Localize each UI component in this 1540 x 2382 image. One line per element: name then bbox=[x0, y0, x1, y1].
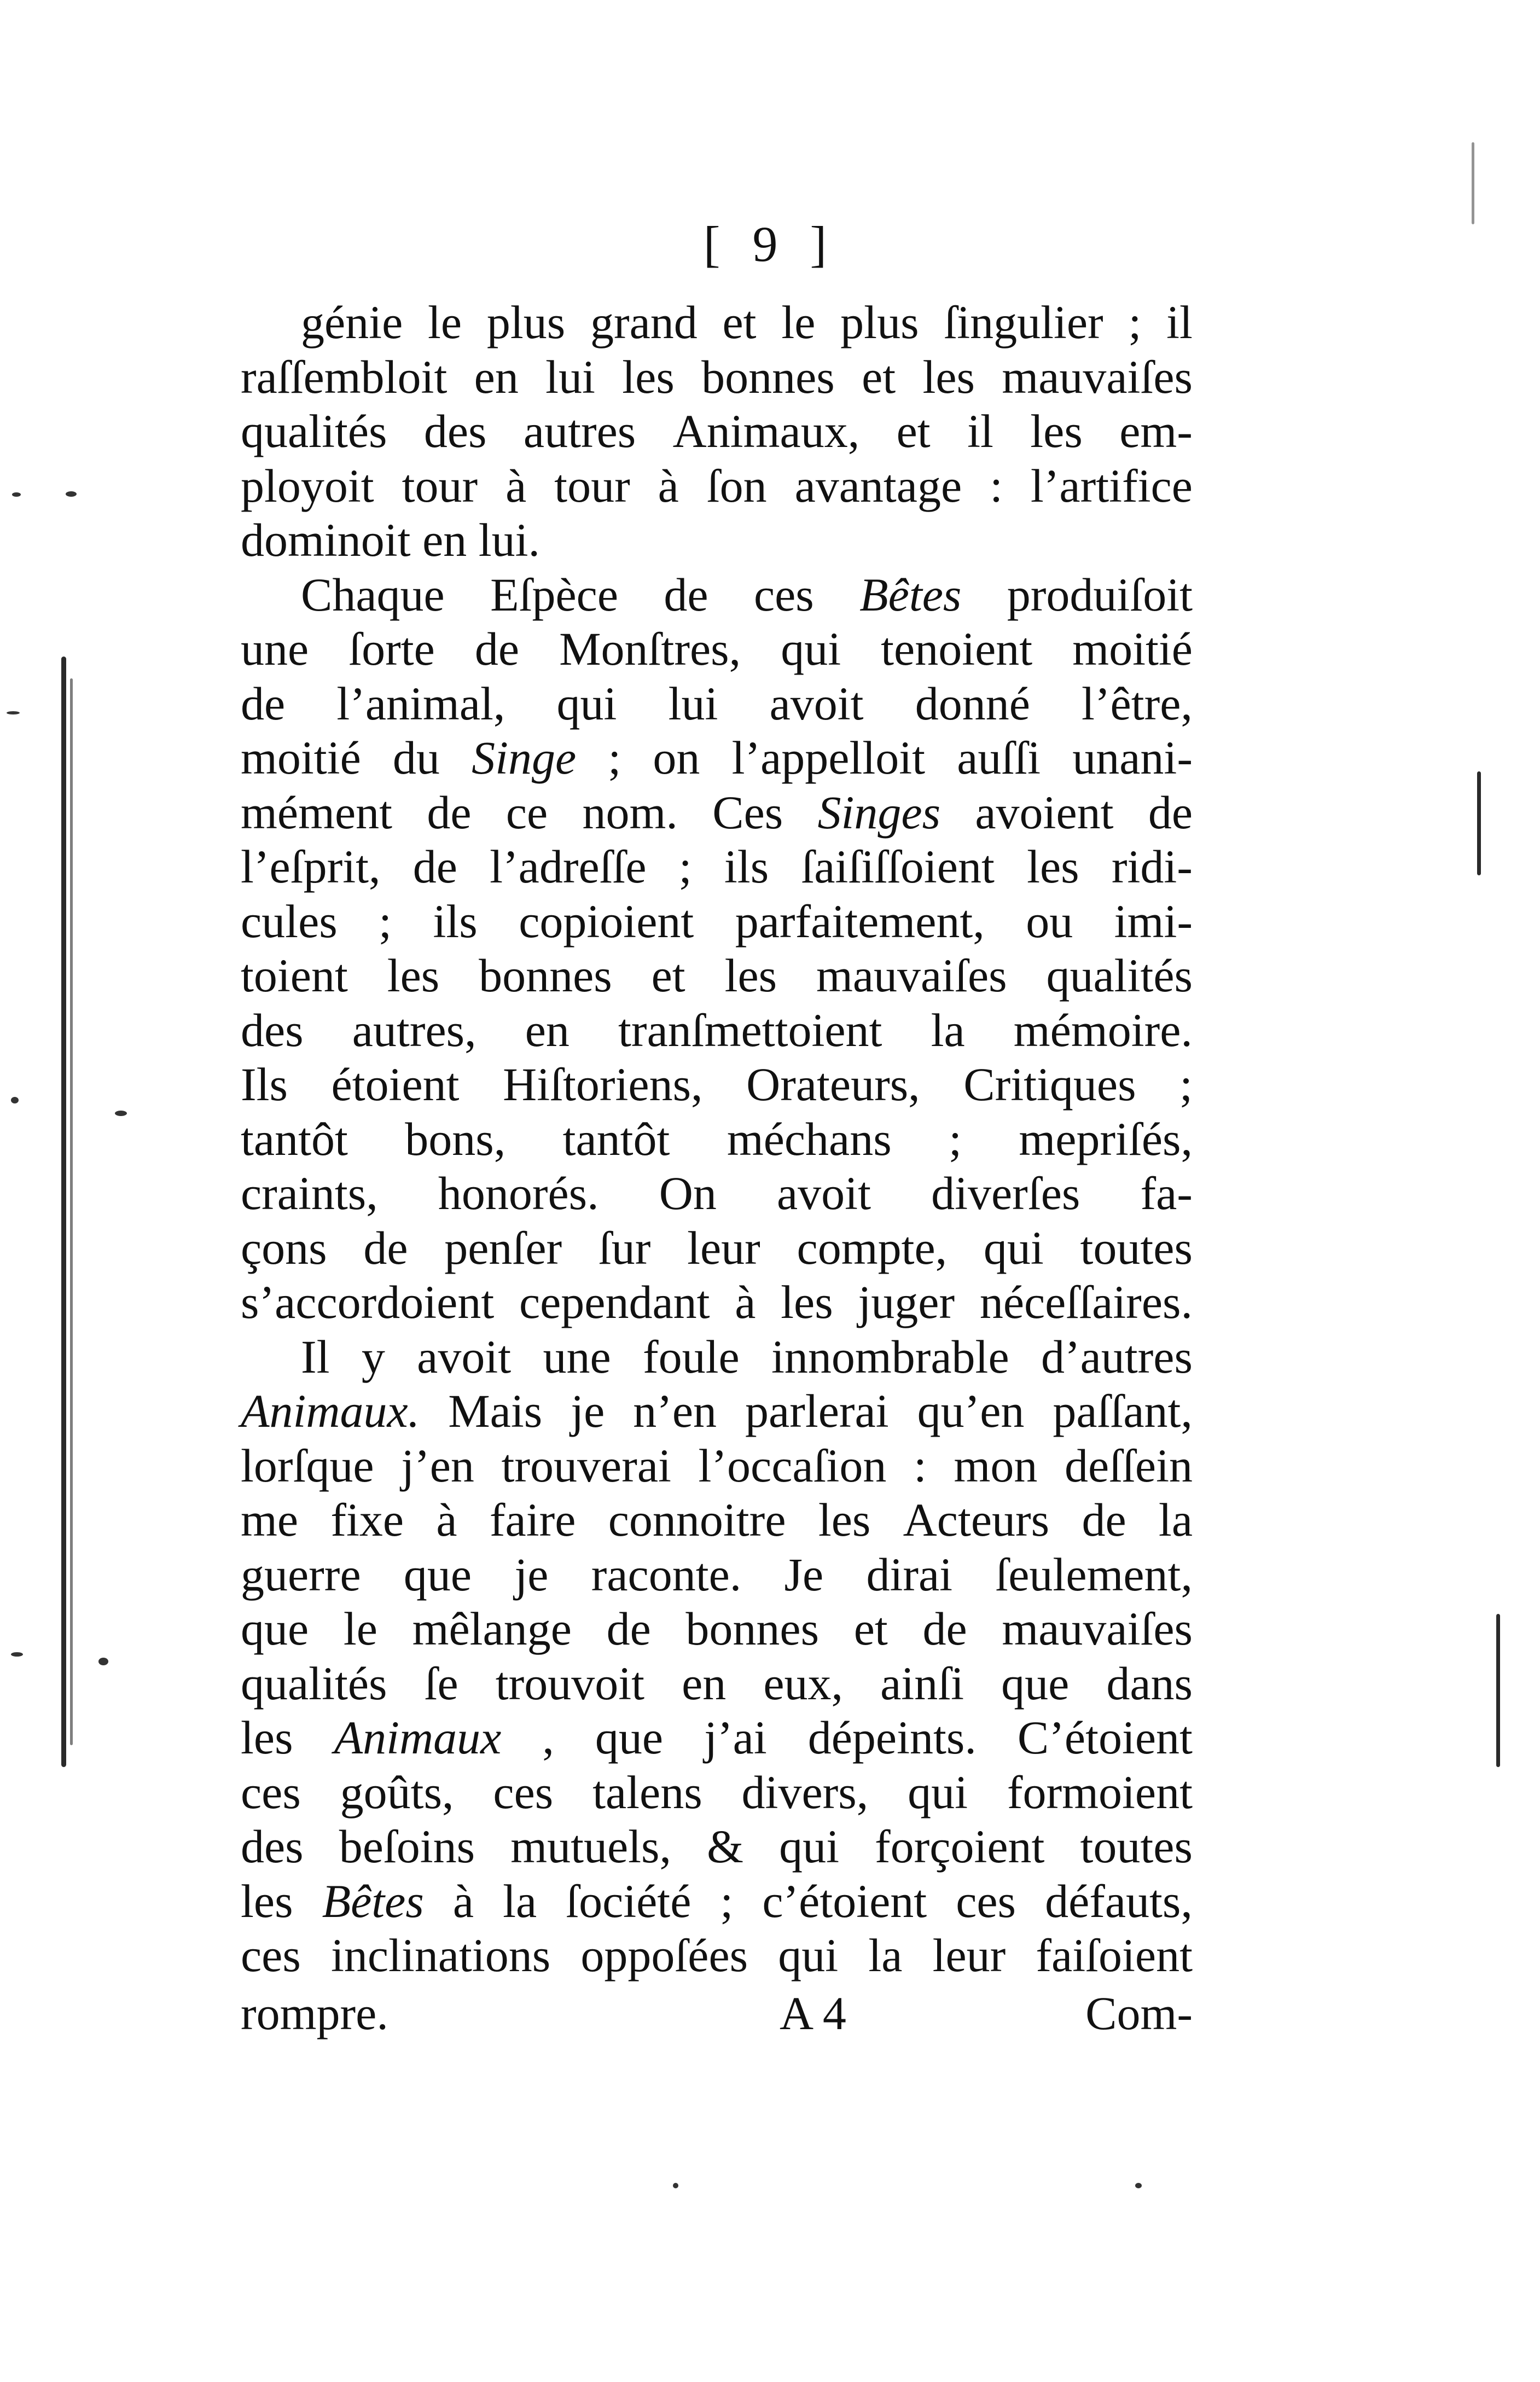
word: Il bbox=[301, 1330, 330, 1383]
word: connoitre bbox=[608, 1494, 786, 1546]
word: de bbox=[1082, 1494, 1126, 1546]
word: le bbox=[781, 296, 816, 348]
text-line bbox=[241, 731, 1193, 786]
word: innombrable bbox=[771, 1330, 1009, 1383]
word: en bbox=[525, 1003, 569, 1056]
word: donné bbox=[915, 677, 1030, 730]
italic-word: Bêtes bbox=[322, 1874, 424, 1927]
text-line bbox=[241, 1765, 1193, 1820]
word: tour bbox=[554, 459, 630, 512]
word: & bbox=[707, 1820, 743, 1873]
word: ces bbox=[956, 1874, 1016, 1927]
left-margin-rule bbox=[61, 656, 66, 1767]
word: mément bbox=[241, 786, 393, 839]
word: mauvaiſes bbox=[1002, 350, 1193, 403]
word: qui bbox=[908, 1765, 968, 1819]
catchword: Com- bbox=[1085, 1987, 1193, 2040]
word: à bbox=[505, 459, 527, 512]
word: ; bbox=[949, 1112, 962, 1165]
word: qualités bbox=[241, 1657, 387, 1710]
word: talens bbox=[592, 1765, 702, 1819]
word: mémoire. bbox=[1013, 1003, 1193, 1056]
italic-word: Animaux. bbox=[241, 1385, 420, 1437]
word: Ils bbox=[241, 1058, 288, 1111]
word: la bbox=[1158, 1494, 1193, 1546]
word: beſoins bbox=[339, 1820, 475, 1873]
word: ſeulement, bbox=[995, 1548, 1193, 1601]
word: ; bbox=[720, 1874, 734, 1927]
word: imi- bbox=[1114, 894, 1193, 948]
word: cules bbox=[241, 894, 338, 948]
word: et bbox=[651, 949, 685, 1002]
word: ces bbox=[241, 1929, 301, 1982]
word: toutes bbox=[1080, 1221, 1193, 1274]
word: leur bbox=[932, 1929, 1006, 1982]
word: mon bbox=[954, 1439, 1038, 1492]
word: C’étoient bbox=[1017, 1711, 1193, 1764]
word: qualités bbox=[1046, 949, 1193, 1002]
word: parfaitement, bbox=[735, 894, 985, 948]
word: Critiques bbox=[963, 1058, 1136, 1111]
word: les bbox=[387, 949, 440, 1002]
word: avoient bbox=[975, 786, 1114, 839]
word: que bbox=[595, 1711, 664, 1764]
word: forçoient bbox=[875, 1820, 1045, 1873]
word: auſſi bbox=[957, 731, 1041, 784]
word: dans bbox=[1106, 1657, 1193, 1710]
text-line bbox=[241, 404, 1193, 459]
word: une bbox=[241, 623, 309, 675]
page-number-header: [ 9 ] bbox=[703, 216, 837, 272]
margin-speck bbox=[11, 1652, 23, 1657]
word: tranſmettoient bbox=[618, 1003, 882, 1056]
word: mauvaiſes bbox=[816, 949, 1007, 1002]
word: trouverai bbox=[501, 1439, 671, 1492]
italic-word: Singe bbox=[472, 731, 577, 784]
word: bons, bbox=[405, 1112, 506, 1165]
text-line bbox=[241, 1820, 1193, 1874]
word: j’ai bbox=[704, 1711, 767, 1764]
word: de bbox=[474, 623, 520, 675]
word: la bbox=[868, 1929, 903, 1982]
word: ; bbox=[1179, 1058, 1193, 1111]
word: toutes bbox=[1080, 1820, 1193, 1873]
word: honorés. bbox=[438, 1167, 599, 1219]
text-line bbox=[241, 894, 1193, 949]
word: fa- bbox=[1140, 1167, 1193, 1219]
italic-word: Animaux bbox=[334, 1711, 502, 1764]
signature-mark: A 4 bbox=[780, 1987, 846, 2040]
word: parlerai bbox=[745, 1385, 889, 1437]
word: ſur bbox=[598, 1221, 651, 1274]
word: en bbox=[474, 350, 519, 403]
word: et bbox=[722, 296, 757, 348]
margin-speck bbox=[115, 1111, 127, 1116]
word: guerre bbox=[241, 1548, 361, 1601]
word: On bbox=[659, 1167, 717, 1219]
word: Hiſtoriens, bbox=[503, 1058, 703, 1111]
word: je bbox=[571, 1385, 605, 1437]
word: compte, bbox=[797, 1221, 948, 1274]
word: tour bbox=[402, 459, 478, 512]
word: eux, bbox=[763, 1657, 844, 1710]
word: nom. bbox=[582, 786, 678, 839]
word: avoit bbox=[777, 1167, 871, 1219]
word: ainſi bbox=[880, 1657, 964, 1710]
word: bonnes bbox=[479, 949, 612, 1002]
word: méchans bbox=[727, 1112, 892, 1165]
word: qui bbox=[779, 1820, 839, 1873]
word: et bbox=[896, 405, 931, 457]
word: copioient bbox=[519, 894, 694, 948]
word: et bbox=[862, 350, 896, 403]
word: l’être, bbox=[1082, 677, 1193, 730]
word: des bbox=[241, 1820, 304, 1873]
word: plus bbox=[486, 296, 566, 348]
word: deſſein bbox=[1064, 1439, 1193, 1492]
word: n’en bbox=[633, 1385, 717, 1437]
word: étoient bbox=[331, 1058, 460, 1111]
text-line bbox=[241, 350, 1193, 405]
word: on bbox=[653, 731, 700, 784]
word: Acteurs bbox=[903, 1494, 1050, 1546]
word: avantage bbox=[794, 459, 962, 512]
word: génie bbox=[301, 296, 403, 348]
text-line bbox=[241, 568, 1193, 623]
word: ou bbox=[1026, 894, 1073, 948]
word: inclinations bbox=[330, 1929, 551, 1982]
text-line bbox=[241, 513, 1193, 568]
word: ces bbox=[493, 1765, 554, 1819]
word: ſorte bbox=[348, 623, 435, 675]
word: toient bbox=[241, 949, 348, 1002]
word: les bbox=[1030, 405, 1083, 457]
word: y bbox=[361, 1330, 385, 1383]
word: ; bbox=[1128, 296, 1142, 348]
word: diverſes bbox=[931, 1167, 1080, 1219]
word: faiſoient bbox=[1036, 1929, 1193, 1982]
word: plus bbox=[840, 296, 919, 348]
word: lui bbox=[668, 677, 718, 730]
text-line bbox=[241, 1493, 1193, 1548]
word: ces bbox=[241, 1765, 301, 1819]
word: Ces bbox=[712, 786, 783, 839]
text-line bbox=[241, 1711, 1193, 1765]
word: que bbox=[1001, 1657, 1070, 1710]
word: ployoit bbox=[241, 459, 374, 512]
word: bonnes bbox=[685, 1602, 820, 1655]
right-margin-mark-2 bbox=[1496, 1614, 1500, 1767]
word: que bbox=[403, 1548, 472, 1601]
italic-word: Bêtes bbox=[859, 568, 962, 621]
text-line bbox=[241, 1166, 1193, 1221]
word: autres, bbox=[352, 1003, 476, 1056]
word: l’occaſion bbox=[698, 1439, 887, 1492]
margin-speck bbox=[11, 1097, 19, 1103]
word: ridi- bbox=[1111, 840, 1193, 893]
word: des bbox=[423, 405, 487, 457]
right-margin-mark-3 bbox=[1472, 142, 1474, 224]
word: l’adreſſe bbox=[490, 840, 647, 893]
body-text bbox=[241, 295, 1193, 1983]
word: le bbox=[428, 296, 462, 348]
word: craints, bbox=[241, 1167, 378, 1219]
word: à bbox=[658, 459, 679, 512]
word: les bbox=[241, 1711, 293, 1764]
word: j’en bbox=[401, 1439, 474, 1492]
margin-speck bbox=[673, 2183, 678, 2188]
word: ils bbox=[433, 894, 478, 948]
word: il bbox=[967, 405, 993, 457]
word: les bbox=[818, 1494, 871, 1546]
word: qui bbox=[556, 677, 617, 730]
word: , bbox=[542, 1711, 554, 1764]
word: de bbox=[412, 840, 457, 893]
text-line bbox=[241, 295, 1193, 350]
word: goûts, bbox=[340, 1765, 454, 1819]
word: grand bbox=[590, 296, 698, 348]
word: fixe bbox=[330, 1494, 404, 1546]
word: l’artifice bbox=[1030, 459, 1193, 512]
word: ; bbox=[678, 840, 692, 893]
text-line bbox=[241, 1275, 1193, 1330]
word: de bbox=[922, 1602, 967, 1655]
word: juger bbox=[858, 1276, 955, 1328]
word: néceſſaires. bbox=[979, 1276, 1193, 1328]
word: les bbox=[781, 1276, 833, 1328]
page-footer bbox=[241, 1986, 1193, 2041]
word: les bbox=[241, 1874, 293, 1927]
word: je bbox=[514, 1548, 549, 1601]
word: la bbox=[931, 1003, 965, 1056]
word: Orateurs, bbox=[746, 1058, 920, 1111]
word: de bbox=[606, 1602, 651, 1655]
word: les bbox=[724, 949, 777, 1002]
word: moitié bbox=[1072, 623, 1193, 675]
word: autres bbox=[523, 405, 636, 457]
word: dépeints. bbox=[807, 1711, 977, 1764]
word: qui bbox=[781, 623, 841, 675]
word: ; bbox=[608, 731, 621, 784]
word: : bbox=[990, 459, 1003, 512]
word: une bbox=[543, 1330, 611, 1383]
word: les bbox=[1027, 840, 1079, 893]
word: à bbox=[735, 1276, 756, 1328]
word: penſer bbox=[444, 1221, 562, 1274]
word: les bbox=[622, 350, 675, 403]
word: s’accordoient bbox=[241, 1276, 495, 1328]
text-line bbox=[241, 1548, 1193, 1602]
word: qui bbox=[983, 1221, 1044, 1274]
text-line bbox=[241, 1874, 1193, 1929]
word: moitié bbox=[241, 731, 361, 784]
word: en bbox=[682, 1657, 727, 1710]
word: l’appelloit bbox=[731, 731, 926, 784]
word: tenoient bbox=[881, 623, 1033, 675]
text-line bbox=[241, 1928, 1193, 1983]
word: formoient bbox=[1007, 1765, 1193, 1819]
word: mutuels, bbox=[510, 1820, 672, 1873]
text-line bbox=[241, 622, 1193, 677]
word: du bbox=[392, 731, 440, 784]
word: à bbox=[452, 1874, 474, 1927]
word: Animaux, bbox=[672, 405, 860, 457]
margin-speck bbox=[98, 1658, 108, 1665]
margin-speck bbox=[1135, 2183, 1142, 2188]
word: faire bbox=[489, 1494, 576, 1546]
word: trouvoit bbox=[495, 1657, 645, 1710]
text-line bbox=[241, 677, 1193, 731]
text-line bbox=[241, 1003, 1193, 1058]
word: unani- bbox=[1072, 731, 1193, 784]
word: mepriſés, bbox=[1019, 1112, 1193, 1165]
word: Eſpèce bbox=[490, 568, 619, 621]
word-gap bbox=[411, 513, 423, 568]
word: ſon bbox=[706, 459, 767, 512]
word: à bbox=[436, 1494, 457, 1546]
word: bonnes bbox=[701, 350, 835, 403]
margin-speck bbox=[7, 711, 20, 714]
word: défauts, bbox=[1045, 1874, 1193, 1927]
word: paſſant, bbox=[1053, 1385, 1193, 1437]
text-line bbox=[241, 459, 1193, 514]
word: l’eſprit, bbox=[241, 840, 381, 893]
word: de bbox=[1148, 786, 1193, 839]
word: de bbox=[664, 568, 708, 621]
word: ils bbox=[724, 840, 769, 893]
text-line bbox=[241, 1330, 1193, 1385]
word: mauvaiſes bbox=[1002, 1602, 1193, 1655]
word: dirai bbox=[866, 1548, 953, 1601]
word: il bbox=[1166, 296, 1193, 348]
left-margin-rule-inner bbox=[70, 678, 73, 1745]
margin-speck bbox=[12, 492, 21, 497]
word: des bbox=[241, 1003, 304, 1056]
word: leur bbox=[687, 1221, 760, 1274]
text-line bbox=[241, 840, 1193, 894]
last-line-word: rompre. bbox=[241, 1987, 388, 2040]
word: raconte. bbox=[591, 1548, 742, 1601]
word: ſe bbox=[424, 1657, 458, 1710]
word: que bbox=[241, 1602, 309, 1655]
word: lorſque bbox=[241, 1439, 374, 1492]
word: cependant bbox=[519, 1276, 710, 1328]
word: oppoſées bbox=[580, 1929, 748, 1982]
word: lui. bbox=[478, 514, 541, 566]
word: en bbox=[422, 514, 467, 566]
word: raſſembloit bbox=[241, 350, 448, 403]
word: tantôt bbox=[241, 1112, 348, 1165]
word: de bbox=[241, 677, 286, 730]
word: me bbox=[241, 1494, 299, 1546]
word: qualités bbox=[241, 405, 387, 457]
word: mêlange bbox=[412, 1602, 572, 1655]
margin-speck bbox=[66, 491, 77, 497]
text-line bbox=[241, 1657, 1193, 1711]
word: Mais bbox=[448, 1385, 543, 1437]
word: avoit bbox=[769, 677, 864, 730]
word: de bbox=[363, 1221, 408, 1274]
text-line bbox=[241, 1384, 1193, 1439]
word: ces bbox=[753, 568, 814, 621]
word: Monſtres, bbox=[559, 623, 741, 675]
text-line bbox=[241, 1221, 1193, 1276]
word: Je bbox=[784, 1548, 824, 1601]
word: çons bbox=[241, 1221, 327, 1274]
text-line bbox=[241, 1112, 1193, 1167]
italic-word: Singes bbox=[817, 786, 941, 839]
word: dominoit bbox=[241, 514, 411, 566]
word: Chaque bbox=[301, 568, 445, 621]
word: em- bbox=[1119, 405, 1193, 457]
word: divers, bbox=[741, 1765, 869, 1819]
word: qui bbox=[778, 1929, 839, 1982]
word: produiſoit bbox=[1007, 568, 1193, 621]
word: tantôt bbox=[562, 1112, 670, 1165]
word-gap bbox=[467, 513, 479, 568]
text-line bbox=[241, 1058, 1193, 1112]
word: qu’en bbox=[917, 1385, 1025, 1437]
word: ce bbox=[505, 786, 548, 839]
word: les bbox=[922, 350, 975, 403]
word: ſaiſiſſoient bbox=[801, 840, 995, 893]
word: le bbox=[343, 1602, 377, 1655]
word: la bbox=[503, 1874, 537, 1927]
right-margin-mark bbox=[1477, 771, 1481, 875]
word: de bbox=[427, 786, 472, 839]
word: ; bbox=[379, 894, 392, 948]
word: : bbox=[913, 1439, 927, 1492]
word: lui bbox=[545, 350, 595, 403]
word: ſingulier bbox=[944, 296, 1103, 348]
text-line bbox=[241, 1602, 1193, 1657]
text-line bbox=[241, 786, 1193, 840]
word: et bbox=[853, 1602, 888, 1655]
word: d’autres bbox=[1041, 1330, 1193, 1383]
word: c’étoient bbox=[762, 1874, 927, 1927]
word: l’animal, bbox=[336, 677, 505, 730]
word: avoit bbox=[417, 1330, 512, 1383]
text-line bbox=[241, 1439, 1193, 1494]
text-line bbox=[241, 949, 1193, 1003]
word: ſociété bbox=[566, 1874, 691, 1927]
word: foule bbox=[642, 1330, 740, 1383]
